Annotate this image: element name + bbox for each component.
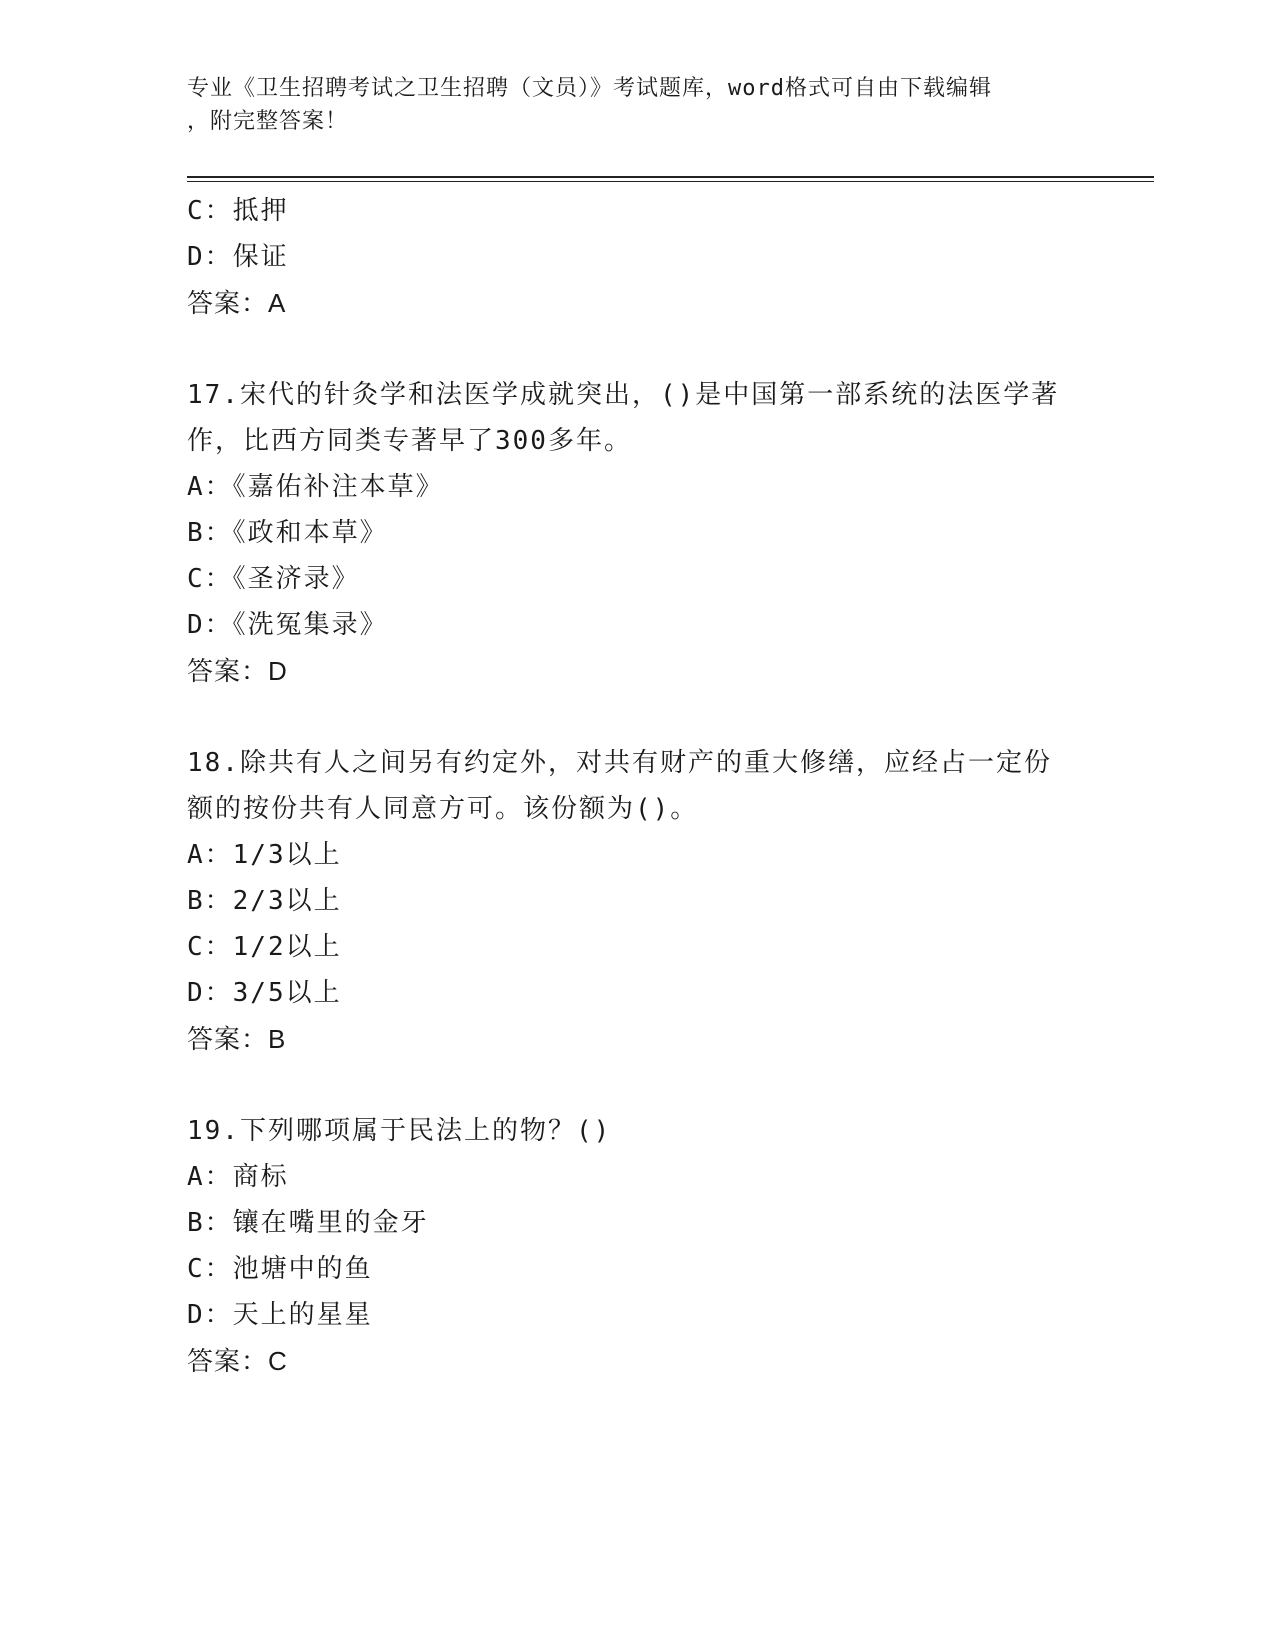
question-stem: 19.下列哪项属于民法上的物？() <box>187 1116 612 1146</box>
option-c: C：池塘中的鱼 <box>187 1254 373 1284</box>
question-stem: 作，比西方同类专著早了300多年。 <box>187 426 632 456</box>
header-line-2: ，附完整答案！ <box>187 109 349 134</box>
answer-line: 答案：D <box>187 656 288 686</box>
question-block-17 <box>187 372 1087 694</box>
question-gap <box>187 326 1087 372</box>
answer-line: 答案：A <box>187 288 287 318</box>
option-c: C：1/2以上 <box>187 932 342 962</box>
question-gap <box>187 694 1087 740</box>
option-d: D：天上的星星 <box>187 1300 373 1330</box>
option-c: C：抵押 <box>187 196 289 226</box>
question-list <box>187 188 1087 1384</box>
question-stem: 18.除共有人之间另有约定外，对共有财产的重大修缮，应经占一定份 <box>187 748 1052 778</box>
option-a: A：《嘉佑补注本草》 <box>187 472 444 502</box>
document-header <box>187 72 1067 138</box>
question-stem: 额的按份共有人同意方可。该份额为()。 <box>187 794 699 824</box>
option-c: C：《圣济录》 <box>187 564 360 594</box>
option-b: B：《政和本草》 <box>187 518 388 548</box>
question-stem: 17.宋代的针灸学和法医学成就突出，()是中国第一部系统的法医学著 <box>187 380 1060 410</box>
question-block-18 <box>187 740 1087 1062</box>
option-b: B：镶在嘴里的金牙 <box>187 1208 429 1238</box>
header-divider-thick <box>187 176 1154 178</box>
question-block-19 <box>187 1108 1087 1384</box>
question-gap <box>187 1062 1087 1108</box>
header-divider-thin <box>187 181 1154 182</box>
option-d: D：3/5以上 <box>187 978 342 1008</box>
option-b: B：2/3以上 <box>187 886 342 916</box>
answer-line: 答案：B <box>187 1024 287 1054</box>
option-d: D：《洗冤集录》 <box>187 610 388 640</box>
header-line-1: 专业《卫生招聘考试之卫生招聘（文员）》考试题库，word格式可自由下载编辑 <box>187 76 992 101</box>
option-a: A：商标 <box>187 1162 289 1192</box>
option-d: D：保证 <box>187 242 289 272</box>
option-a: A：1/3以上 <box>187 840 342 870</box>
question-block-prev <box>187 188 1087 326</box>
answer-line: 答案：C <box>187 1346 288 1376</box>
